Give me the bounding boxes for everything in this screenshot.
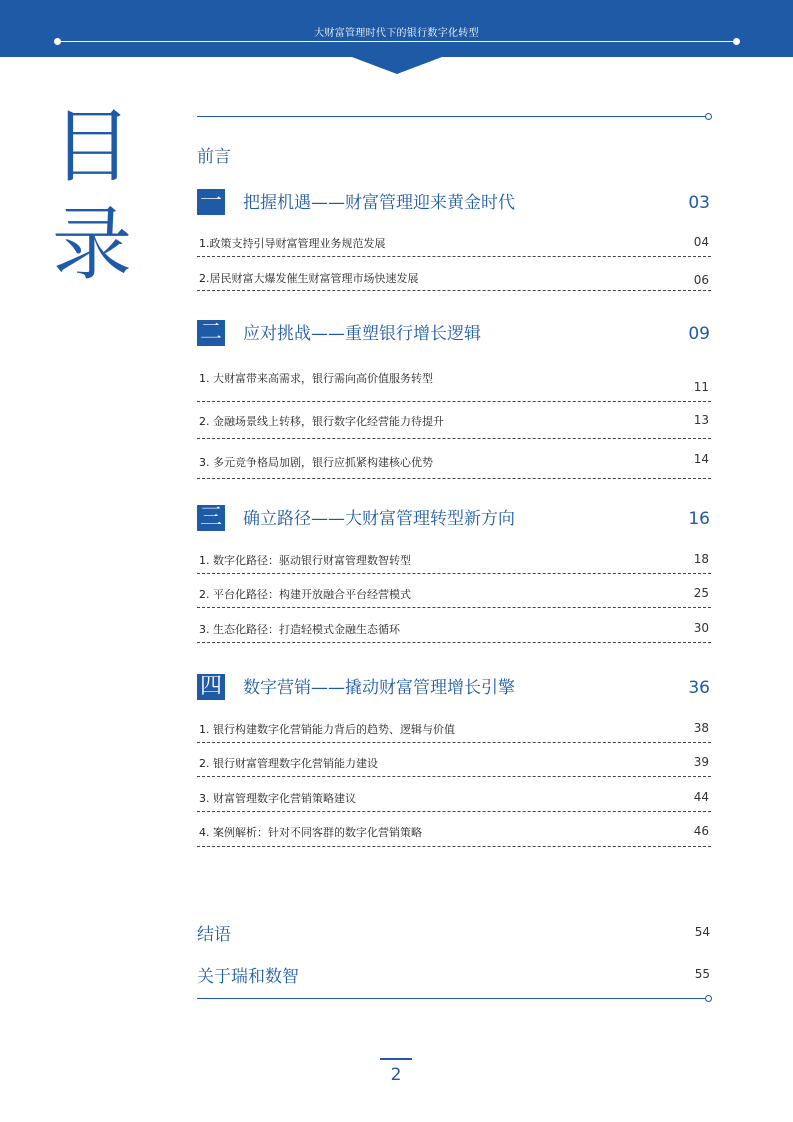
toc-top-rule <box>197 116 707 117</box>
toc-item-text: 4. 案例解析：针对不同客群的数字化营销策略 <box>199 826 422 839</box>
toc-item-page: 04 <box>693 235 709 249</box>
toc-item[interactable] <box>197 580 711 608</box>
side-title-char-1: 目 <box>52 100 132 193</box>
toc-item[interactable] <box>197 784 711 812</box>
toc-item[interactable] <box>197 818 711 847</box>
section-number-2: 二 <box>197 320 225 346</box>
section-page-4: 36 <box>688 678 710 698</box>
section-page-1: 03 <box>688 193 710 213</box>
section-page-2: 09 <box>688 324 710 344</box>
section-title-4[interactable]: 数字营销——撬动财富管理增长引擎 <box>243 678 515 698</box>
page-number: 2 <box>390 1065 402 1085</box>
toc-item-page: 46 <box>693 824 709 838</box>
toc-item-text: 3. 多元竞争格局加剧，银行应抓紧构建核心优势 <box>199 456 433 469</box>
toc-item-page: 14 <box>693 452 709 466</box>
toc-item[interactable] <box>197 715 711 743</box>
section-number-3: 三 <box>197 505 225 531</box>
section-page-3: 16 <box>688 509 710 529</box>
header-dot-left <box>54 38 61 45</box>
section-number-1: 一 <box>197 189 225 215</box>
toc-item-page: 38 <box>693 721 709 735</box>
toc-item-text: 1. 大财富带来高需求，银行需向高价值服务转型 <box>199 372 433 385</box>
toc-item-text: 2. 平台化路径：构建开放融合平台经营模式 <box>199 588 411 601</box>
section-number-4: 四 <box>197 674 225 700</box>
toc-item-page: 30 <box>693 621 709 635</box>
toc-item-page: 13 <box>693 413 709 427</box>
toc-item-page: 25 <box>693 586 709 600</box>
toc-item[interactable] <box>197 406 711 439</box>
toc-item-text: 1.政策支持引导财富管理业务规范发展 <box>199 237 386 250</box>
toc-item-page: 44 <box>693 790 709 804</box>
toc-item-text: 3. 生态化路径：打造轻模式金融生态循环 <box>199 623 400 636</box>
side-title-char-2: 录 <box>52 198 132 291</box>
toc-item[interactable] <box>197 545 711 574</box>
toc-item-text: 2.居民财富大爆发催生财富管理市场快速发展 <box>199 272 419 285</box>
toc-item-text: 1. 银行构建数字化营销能力背后的趋势、逻辑与价值 <box>199 723 455 736</box>
toc-item[interactable] <box>197 749 711 777</box>
toc-item-page: 39 <box>693 755 709 769</box>
toc-item-page: 18 <box>693 552 709 566</box>
toc-entry-about[interactable]: 关于瑞和数智 <box>197 967 299 987</box>
toc-item-text: 2. 金融场景线上转移，银行数字化经营能力待提升 <box>199 415 444 428</box>
header-title: 大财富管理时代下的银行数字化转型 <box>314 28 479 39</box>
toc-bottom-rule <box>197 998 707 999</box>
toc-item-text: 3. 财富管理数字化营销策略建议 <box>199 792 356 805</box>
section-title-1[interactable]: 把握机遇——财富管理迎来黄金时代 <box>243 193 515 213</box>
header-dot-right <box>733 38 740 45</box>
toc-entry-preface[interactable]: 前言 <box>197 147 231 167</box>
toc-item-text: 1. 数字化路径：驱动银行财富管理数智转型 <box>199 554 411 567</box>
toc-item-text: 2. 银行财富管理数字化营销能力建设 <box>199 757 378 770</box>
toc-top-rule-end <box>705 113 712 120</box>
toc-entry-closing[interactable]: 结语 <box>197 925 231 945</box>
toc-entry-closing-page: 54 <box>694 925 710 939</box>
header-line <box>57 41 737 42</box>
toc-entry-about-page: 55 <box>694 967 710 981</box>
toc-item-page: 06 <box>693 273 709 287</box>
toc-item[interactable] <box>197 362 711 402</box>
toc-item[interactable] <box>197 229 711 257</box>
section-title-3[interactable]: 确立路径——大财富管理转型新方向 <box>243 509 515 529</box>
section-title-2[interactable]: 应对挑战——重塑银行增长逻辑 <box>243 324 481 344</box>
toc-item-page: 11 <box>693 380 709 394</box>
toc-item[interactable] <box>197 262 711 291</box>
toc-bottom-rule-end <box>705 995 712 1002</box>
toc-item[interactable] <box>197 446 711 479</box>
page-number-bar <box>380 1058 412 1060</box>
header-notch <box>352 57 442 74</box>
toc-item[interactable] <box>197 614 711 643</box>
